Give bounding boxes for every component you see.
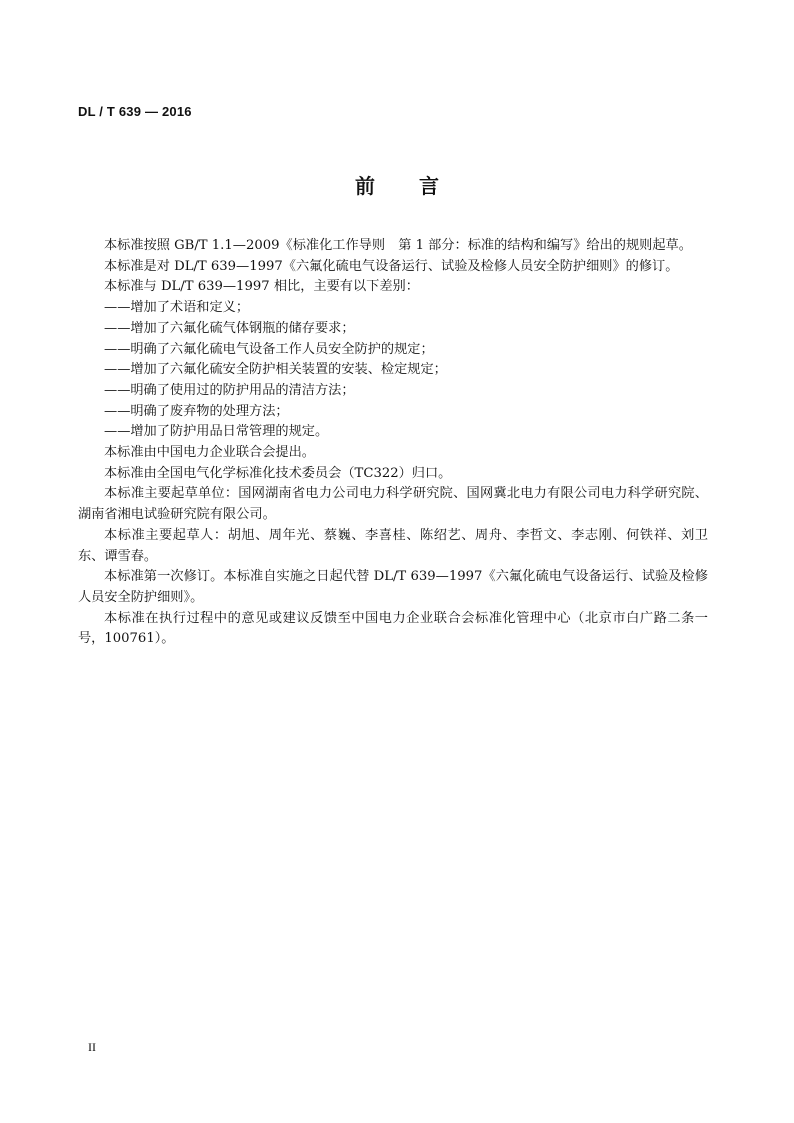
list-item: ——明确了使用过的防护用品的清洁方法； [104, 382, 355, 398]
page-number: II [88, 1040, 96, 1054]
list-item: ——增加了六氟化硫气体钢瓶的储存要求； [104, 320, 355, 336]
list-item: ——增加了防护用品日常管理的规定。 [104, 424, 329, 440]
foreword-body [78, 236, 708, 650]
list-item: ——明确了废弃物的处理方法； [104, 403, 289, 419]
document-code: DL / T 639 — 2016 [78, 104, 192, 119]
list-item: ——明确了六氟化硫电气设备工作人员安全防护的规定； [104, 341, 434, 357]
paragraph: 本标准按照 GB/T 1.1—2009《标准化工作导则 第 1 部分：标准的结构和编写》给出的规则起草。 [104, 238, 692, 253]
page-title: 前言 [355, 174, 483, 198]
list-item: ——增加了术语和定义； [104, 300, 250, 316]
paragraph: 本标准第一次修订。本标准自实施之日起代替 DL/T 639—1997《六氟化硫电气设备运行、试验及检修人员安全防护细则》。 [78, 569, 708, 605]
list-item: ——增加了六氟化硫安全防护相关装置的安装、检定规定； [104, 362, 447, 378]
paragraph: 本标准与 DL/T 639—1997 相比，主要有以下差别： [104, 279, 419, 295]
paragraph: 本标准在执行过程中的意见或建议反馈至中国电力企业联合会标准化管理中心（北京市白广路二条一号，100761）。 [78, 610, 708, 647]
paragraph: 本标准主要起草单位：国网湖南省电力公司电力科学研究院、国网冀北电力有限公司电力科学研究院、湖南省湘电试验研究院有限公司。 [78, 486, 708, 523]
paragraph: 本标准由中国电力企业联合会提出。 [104, 445, 315, 461]
paragraph: 本标准主要起草人：胡旭、周年光、蔡巍、李喜桂、陈绍艺、周舟、李哲文、李志刚、何铁祥、刘卫东、谭雪春。 [78, 527, 708, 564]
paragraph: 本标准由全国电气化学标准化技术委员会（TC322）归口。 [104, 465, 452, 481]
paragraph: 本标准是对 DL/T 639—1997《六氟化硫电气设备运行、试验及检修人员安全防护细则》的修订。 [104, 258, 679, 274]
